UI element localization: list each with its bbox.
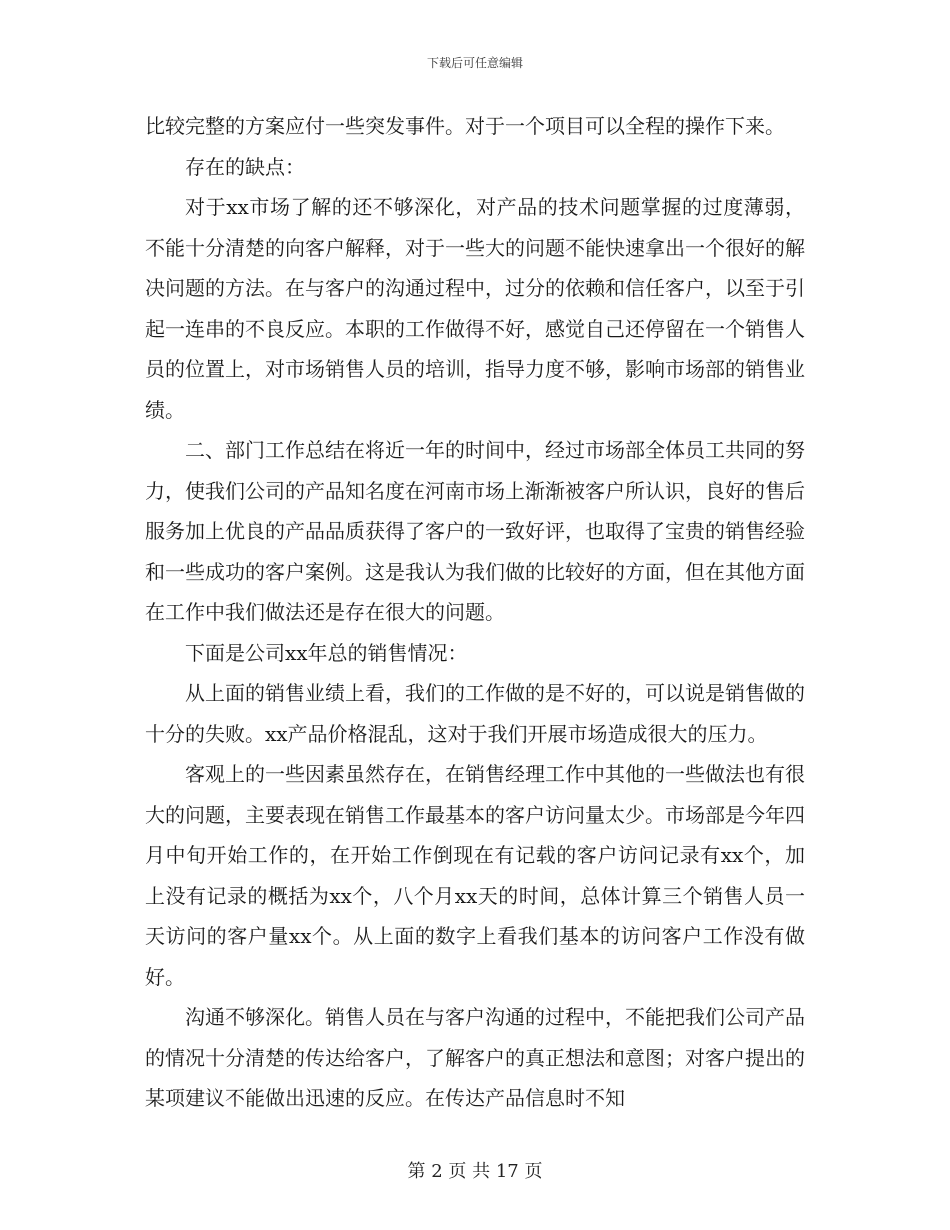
paragraph: 比较完整的方案应付一些突发事件。对于一个项目可以全程的操作下来。: [145, 114, 785, 138]
paragraph: 沟通不够深化。销售人员在与客户沟通的过程中，不能把我们公司产品的情况十分清楚的传达给客户，了解客户的真正想法和意图；对客户提出的某项建议不能做出迅速的反应。在传达产品信息时不知: [145, 1005, 805, 1110]
paragraph: 二、部门工作总结在将近一年的时间中，经过市场部全体员工共同的努力，使我们公司的产品知名度在河南市场上渐渐被客户所认识，良好的售后服务加上优良的产品品质获得了客户的一致好评，也取得了宝贵的销售经验和一些成功的客户案例。这是我认为我们做的比较好的方面，但在其他方面在工作中我们做法还是存在很大的问题。: [145, 438, 805, 624]
document-body: [145, 106, 805, 1119]
page-header: 下载后可任意编辑: [426, 56, 523, 70]
paragraph: 对于xx市场了解的还不够深化，对产品的技术问题掌握的过度薄弱，不能十分清楚的向客户解释，对于一些大的问题不能快速拿出一个很好的解决问题的方法。在与客户的沟通过程中，过分的依赖和信任客户，以至于引起一连串的不良反应。本职的工作做得不好，感觉自己还停留在一个销售人员的位置上，对市场销售人员的培训，指导力度不够，影响市场部的销售业绩。: [145, 195, 805, 422]
paragraph: 存在的缺点：: [185, 154, 305, 179]
paragraph: 从上面的销售业绩上看，我们的工作做的是不好的，可以说是销售做的十分的失败。xx产品价格混乱，这对于我们开展市场造成很大的压力。: [145, 681, 805, 746]
page-number-footer: 第 2 页 共 17 页: [407, 1161, 543, 1182]
paragraph: 客观上的一些因素虽然存在，在销售经理工作中其他的一些做法也有很大的问题，主要表现在销售工作最基本的客户访问量太少。市场部是今年四月中旬开始工作的，在开始工作倒现在有记载的客户访问记录有xx个，加上没有记录的概括为xx个，八个月xx天的时间，总体计算三个销售人员一天访问的客户量xx个。从上面的数字上看我们基本的访问客户工作没有做好。: [145, 762, 805, 989]
paragraph: 下面是公司xx年总的销售情况：: [185, 640, 468, 665]
